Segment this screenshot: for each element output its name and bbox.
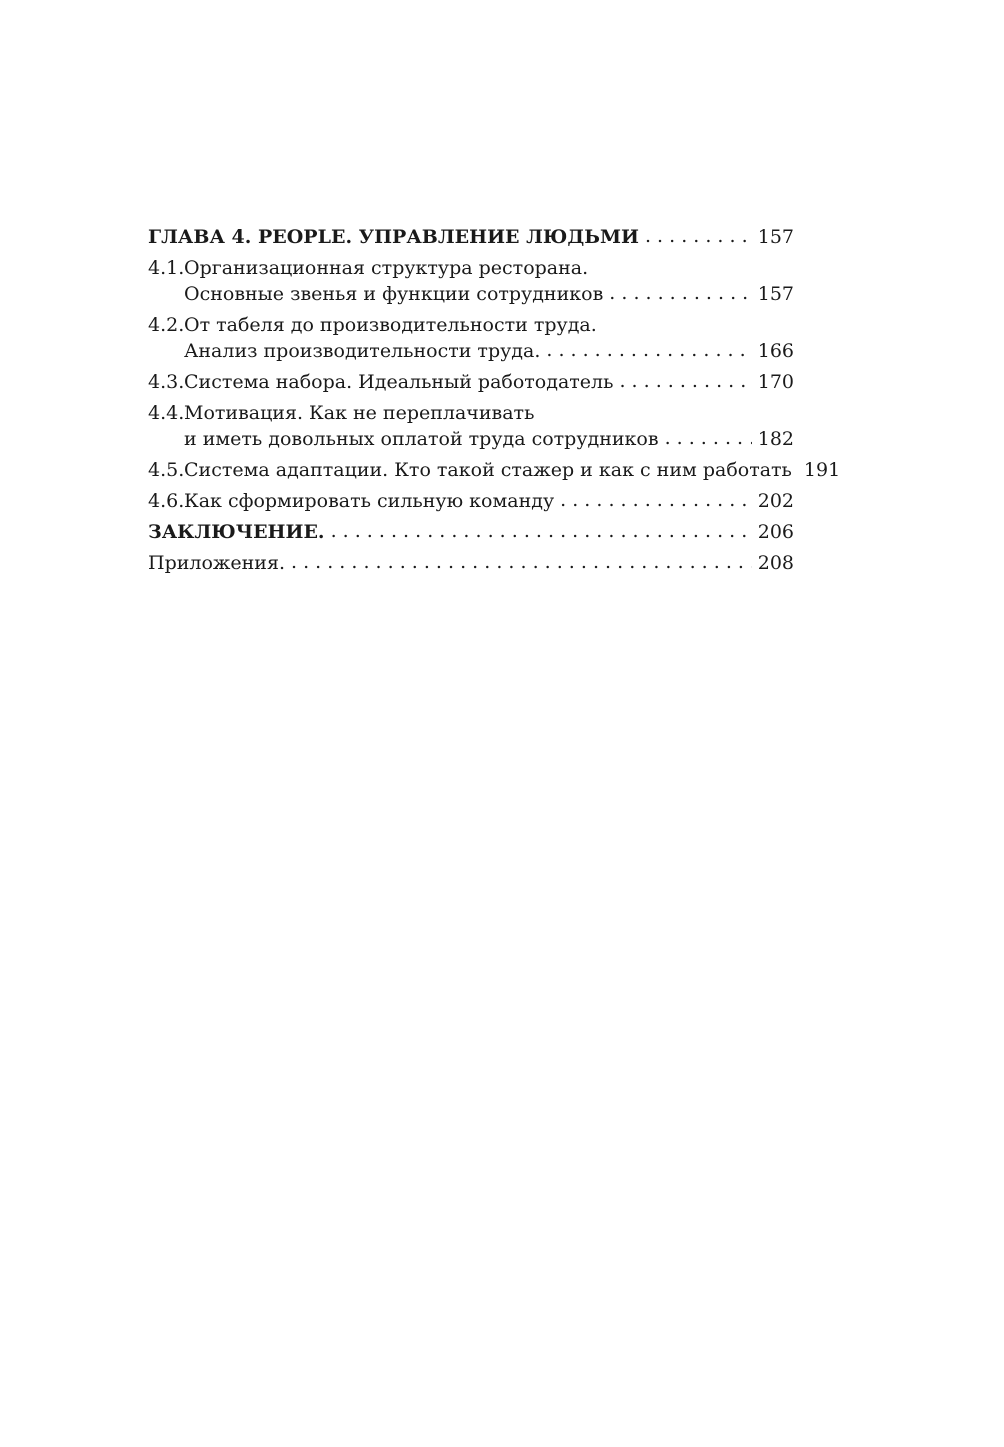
toc-dot-leader — [291, 549, 752, 575]
toc-page-number: 202 — [757, 490, 794, 512]
toc-section-title-line2: и иметь довольных оплатой труда сотрудников — [184, 428, 659, 450]
toc-section-4-1[interactable] — [148, 255, 794, 307]
toc-page-number: 206 — [757, 521, 794, 543]
toc-page-number: 208 — [757, 552, 794, 574]
toc-dot-leader — [546, 337, 751, 363]
toc-section-number: 4.1. — [148, 257, 185, 279]
toc-chapter-4[interactable] — [148, 224, 794, 250]
toc-dot-leader — [619, 368, 751, 394]
table-of-contents — [148, 224, 841, 581]
toc-dot-leader — [331, 518, 752, 544]
toc-section-title-line1: От табеля до производительности труда. — [184, 314, 597, 336]
toc-page-number: 166 — [757, 340, 794, 362]
toc-section-number: 4.3. — [148, 371, 185, 393]
toc-section-number: 4.4. — [148, 402, 185, 424]
toc-page-number: 157 — [757, 283, 794, 305]
toc-section-4-2[interactable] — [148, 312, 794, 364]
toc-section-4-4[interactable] — [148, 400, 794, 452]
toc-page-number: 157 — [757, 226, 794, 248]
toc-chapter-title: ГЛАВА 4. PEOPLE. УПРАВЛЕНИЕ ЛЮДЬМИ — [148, 226, 639, 248]
toc-section-4-6[interactable] — [148, 488, 794, 514]
toc-appendix-title: Приложения. — [148, 552, 285, 574]
toc-section-title-line2: Анализ производительности труда. — [184, 340, 541, 362]
toc-conclusion-title: ЗАКЛЮЧЕНИЕ. — [148, 521, 325, 543]
toc-section-number: 4.6. — [148, 490, 185, 512]
toc-dot-leader — [609, 280, 751, 306]
toc-section-4-5[interactable] — [148, 457, 841, 483]
toc-page-number: 170 — [757, 371, 794, 393]
toc-page-number: 191 — [803, 459, 841, 481]
toc-section-number: 4.2. — [148, 314, 185, 336]
toc-section-title: Система набора. Идеальный работодатель — [184, 371, 614, 393]
toc-section-title-line2: Основные звенья и функции сотрудников — [184, 283, 604, 305]
toc-section-title: Система адаптации. Кто такой стажер и как с ним работать — [184, 459, 792, 481]
toc-appendix[interactable] — [148, 550, 794, 576]
toc-page-number: 182 — [757, 428, 794, 450]
toc-conclusion[interactable] — [148, 519, 794, 545]
toc-dot-leader — [665, 425, 752, 451]
toc-dot-leader — [560, 487, 752, 513]
toc-section-title-line1: Мотивация. Как не переплачивать — [184, 402, 535, 424]
toc-section-title-line1: Организационная структура ресторана. — [184, 257, 589, 279]
toc-section-title: Как сформировать сильную команду — [184, 490, 555, 512]
toc-dot-leader — [645, 223, 752, 249]
toc-section-4-3[interactable] — [148, 369, 794, 395]
toc-section-number: 4.5. — [148, 459, 185, 481]
